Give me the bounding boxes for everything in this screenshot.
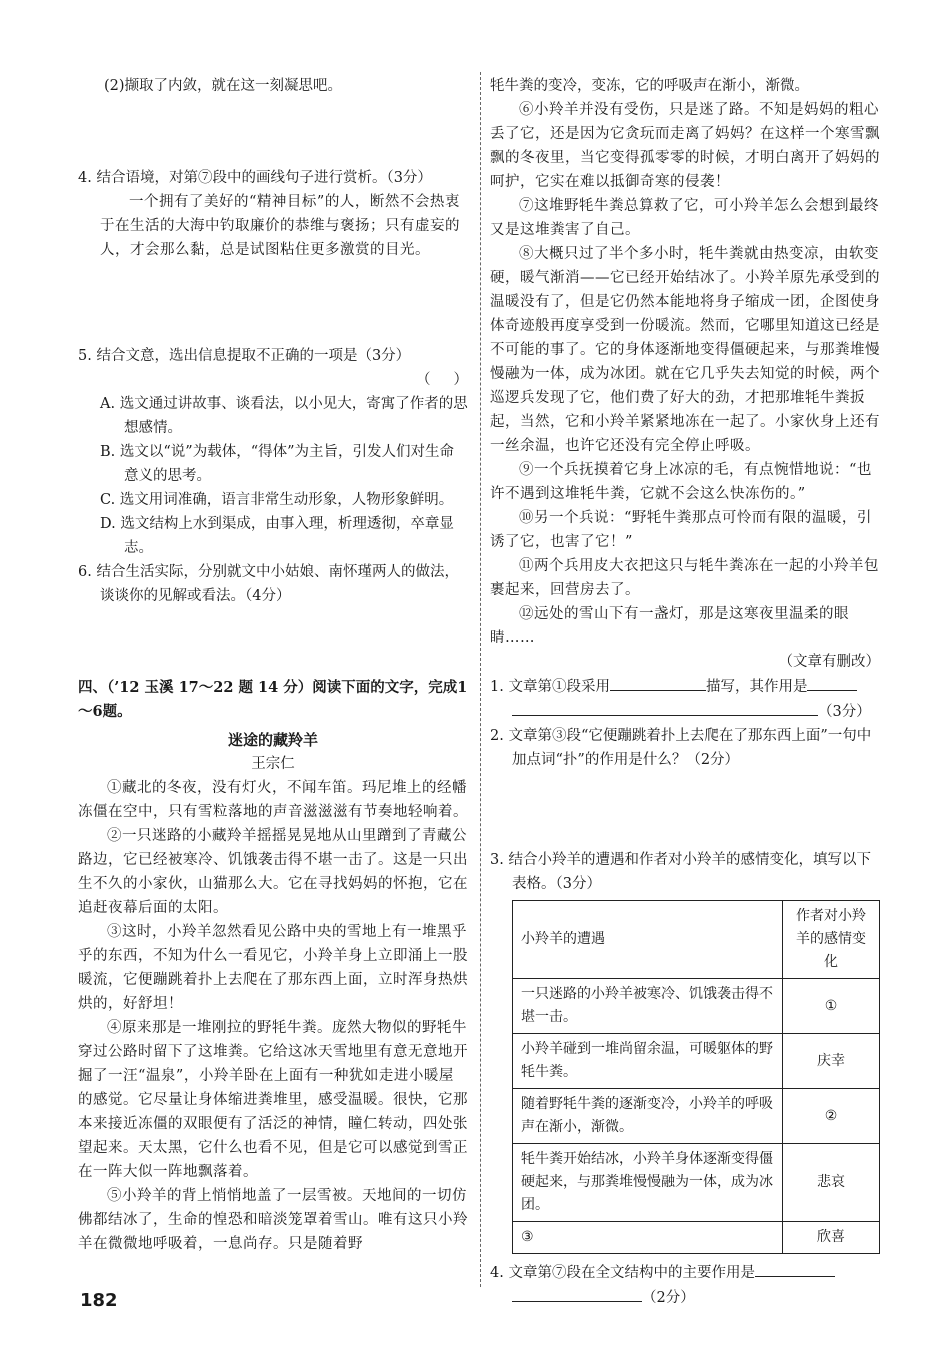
paragraph-8: ⑧大概只过了半个多小时，牦牛粪就由热变凉，由软变硬，暖气渐消——它已经开始结冰了。小羚羊原先承受到的温暖没有了，但是它仍然本能地将身子缩成一团，企图使身体奇迹般再度享受到一份暖流。然而，它哪里知道这已经是不可能的事了。它的身体逐渐地变得僵硬起来，与那粪堆慢慢融为一体，成为冰团。就在它几乎失去知觉的时候，两个巡逻兵发现了它，他们费了好大的劲，才把那堆牦牛粪扳起，当然，它和小羚羊紧紧地冻在一起了。小家伙身上还有一丝余温，也许它还没有完全停止呼吸。 <box>490 246 880 454</box>
paragraph-9: ⑨一个兵抚摸着它身上冰凉的毛，有点惋惜地说：“也许不遇到这堆牦牛粪，它就不会这么快冻伤的。” <box>490 462 872 502</box>
table-cell: 牦牛粪开始结冰，小羚羊身体逐渐变得僵硬起来，与那粪堆慢慢融为一体，成为冰团。 <box>513 1144 783 1222</box>
right-column <box>490 74 880 1310</box>
table-cell: 随着野牦牛粪的逐渐变冷，小羚羊的呼吸声在渐小，渐微。 <box>513 1089 783 1144</box>
paragraph-10: ⑩另一个兵说：“野牦牛粪那点可怜而有限的温暖，引诱了它，也害了它！” <box>490 510 872 550</box>
table-cell: 庆幸 <box>783 1034 880 1089</box>
paragraph-12: ⑫远处的雪山下有一盏灯，那是这寒夜里温柔的眼睛…… <box>490 606 849 646</box>
q3-prompt: 3. 结合小羚羊的遭遇和作者对小羚羊的感情变化，填写以下表格。（3分） <box>490 852 871 892</box>
table-row <box>513 1089 880 1144</box>
q1-score: （3分） <box>818 704 871 720</box>
table-header-row <box>513 901 880 979</box>
q5-option-c: C. 选文用词准确，语言非常生动形象，人物形象鲜明。 <box>100 492 454 508</box>
table-header-cell: 作者对小羚羊的感情变化 <box>783 901 880 979</box>
table-answer-cell[interactable]: ③ <box>513 1222 783 1254</box>
table-cell: 悲哀 <box>783 1144 880 1222</box>
table-answer-cell[interactable]: ② <box>783 1089 880 1144</box>
q1-blank-1[interactable] <box>610 674 706 691</box>
paragraph-4: ④原来那是一堆刚拉的野牦牛粪。庞然大物似的野牦牛穿过公路时留下了这堆粪。它给这冰天雪地里有意无意地开掘了一汪“温泉”，小羚羊卧在上面有一种犹如走进小暖屋的感觉。它尽量让身体缩进粪堆里，感受温暖。很快，它那本来接近冻僵的双眼便有了活泛的神情，瞳仁转动，四处张望起来。天太黑，它什么也看不见，但是它可以感觉到雪正在一阵大似一阵地飘落着。 <box>78 1020 468 1180</box>
q1-blank-3[interactable] <box>512 699 818 716</box>
q1-text-a: 1. 文章第①段采用 <box>490 679 610 695</box>
table-answer-cell[interactable]: ① <box>783 979 880 1034</box>
q1-line <box>490 674 880 699</box>
q4-line <box>490 1260 880 1285</box>
article-title: 迷途的藏羚羊 <box>227 731 318 749</box>
q5-option-d: D. 选文结构上水到渠成，由事入理，析理透彻，卒章显志。 <box>100 516 454 556</box>
q6-prompt: 6. 结合生活实际，分别就文中小姑娘、南怀瑾两人的做法，谈谈你的见解或看法。（4分） <box>78 564 459 604</box>
q4-quote: 一个拥有了美好的“精神目标”的人，断然不会热衷于在生活的大海中钓取廉价的恭维与褒扬；只有虚妄的人，才会那么黏，总是试图粘住更多激赏的目光。 <box>100 194 460 258</box>
table-cell: 欣喜 <box>783 1222 880 1254</box>
paragraph-11: ⑪两个兵用皮大衣把这只与牦牛粪冻在一起的小羚羊包裹起来，回营房去了。 <box>490 558 879 598</box>
paragraph-7: ⑦这堆野牦牛粪总算救了它，可小羚羊怎么会想到最终又是这堆粪害了自己。 <box>490 198 879 238</box>
q4-text: 4. 文章第⑦段在全文结构中的主要作用是 <box>490 1265 755 1281</box>
q4-prompt: 4. 结合语境，对第⑦段中的画线句子进行赏析。（3分） <box>78 170 432 186</box>
left-column <box>78 74 468 1256</box>
paragraph-2: ②一只迷路的小藏羚羊摇摇晃晃地从山里蹭到了青藏公路边，它已经被寒冷、饥饿袭击得不堪一击了。这是一只出生不久的小家伙，山猫那么大。它在寻找妈妈的怀抱，它在追赶夜幕后面的太阳。 <box>78 828 468 916</box>
q1-line-2 <box>490 699 880 724</box>
q2-prompt: 2. 文章第③段“它便蹦跳着扑上去爬在了那东西上面”一句中加点词“扑”的作用是什么？（2分） <box>490 728 872 768</box>
paragraph-1: ①藏北的冬夜，没有灯火，不闻车笛。玛尼堆上的经幡冻僵在空中，只有雪粒落地的声音滋滋滋有节奏地轻响着。 <box>78 780 468 820</box>
q5-prompt: 5. 结合文意，选出信息提取不正确的一项是（3分） <box>78 348 411 364</box>
paragraph-5: ⑤小羚羊的背上悄悄地盖了一层雪被。天地间的一切仿佛都结冰了，生命的惶恐和暗淡笼罩着雪山。唯有这只小羚羊在微微地呼吸着，一息尚存。只是随着野 <box>78 1188 468 1252</box>
paragraph-6: ⑥小羚羊并没有受伤，只是迷了路。不知是妈妈的粗心丢了它，还是因为它贪玩而走离了妈妈？在这样一个寒雪飘飘的冬夜里，当它变得孤零零的时候，才明白离开了妈妈的呵护，它实在难以抵御奇寒的侵袭！ <box>490 102 880 190</box>
column-divider <box>480 72 481 1287</box>
table-cell: 小羚羊碰到一堆尚留余温，可暖躯体的野牦牛粪。 <box>513 1034 783 1089</box>
table-row <box>513 979 880 1034</box>
table-row <box>513 1222 880 1254</box>
feelings-table <box>512 900 880 1254</box>
article-author: 王宗仁 <box>251 756 295 772</box>
table-row <box>513 1034 880 1089</box>
q5-option-a: A. 选文通过讲故事、谈看法，以小见大，寄寓了作者的思想感情。 <box>100 396 468 436</box>
q5-option-b: B. 选文以“说”为载体，“得体”为主旨，引发人们对生命意义的思考。 <box>100 444 455 484</box>
paragraph-3: ③这时，小羚羊忽然看见公路中央的雪地上有一堆黑乎乎的东西，不知为什么一看见它，小羚羊身上立即涌上一股暖流，它便蹦跳着扑上去爬在了那东西上面，立时浑身热烘烘的，好舒坦！ <box>78 924 468 1012</box>
q5-answer-paren: （ ） <box>415 372 468 388</box>
q4-blank-1[interactable] <box>755 1260 835 1277</box>
q1-blank-2[interactable] <box>807 674 857 691</box>
page-number: 182 <box>80 1290 118 1311</box>
paragraph-5-cont: 牦牛粪的变冷，变冻，它的呼吸声在渐小，渐微。 <box>490 78 809 94</box>
section-heading: 四、（’12 玉溪 17～22 题 14 分）阅读下面的文字，完成1～6题。 <box>78 679 468 720</box>
q4-blank-2[interactable] <box>512 1285 642 1302</box>
q1-text-b: 描写，其作用是 <box>705 679 808 695</box>
table-header-cell: 小羚羊的遭遇 <box>513 901 783 979</box>
table-cell: 一只迷路的小羚羊被寒冷、饥饿袭击得不堪一击。 <box>513 979 783 1034</box>
table-row <box>513 1144 880 1222</box>
q4-score: （2分） <box>642 1290 695 1306</box>
q2-text: (2)撷取了内敛，就在这一刻凝思吧。 <box>104 78 343 94</box>
source-note: （文章有删改） <box>778 654 880 670</box>
q4-line-2 <box>490 1285 880 1310</box>
